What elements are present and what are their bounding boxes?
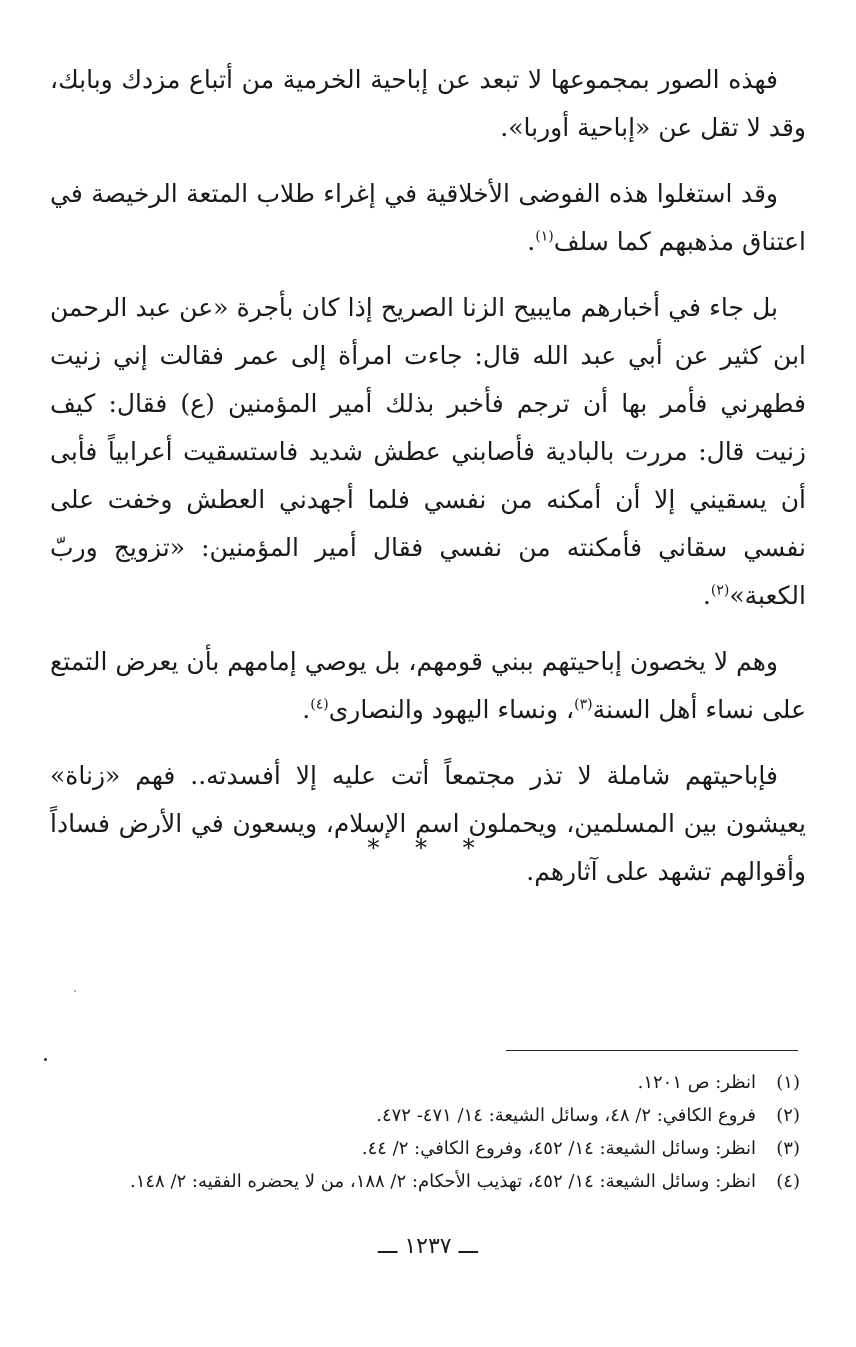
- paragraph-2-end: .: [527, 227, 536, 256]
- paragraph-4: [50, 638, 806, 734]
- footnote-4-number: (٤): [776, 1171, 800, 1192]
- footnote-1-text: انظر: ص ١٢٠١.: [637, 1072, 756, 1093]
- footnote-2-text: فروع الكافي: ٢/ ٤٨، وسائل الشيعة: ١٤/ ٤٧١- ٤٧٢.: [376, 1105, 756, 1126]
- footnote-divider: [506, 1050, 798, 1051]
- paragraph-5: [50, 752, 806, 896]
- footnote-3-text: انظر: وسائل الشيعة: ١٤/ ٤٥٢، وفروع الكافي: ٢/ ٤٤.: [361, 1138, 756, 1159]
- body-text: [50, 56, 806, 914]
- section-separator: * * *: [367, 834, 489, 862]
- paragraph-3-text: بل جاء في أخبارهم مايبيح الزنا الصريح إذا كان بأجرة «عن عبد الرحمن ابن كثير عن أبي عبد الله قال: جاءت امرأة إلى عمر فقالت إني زنيت فطهرني فأمر بها أن ترجم فأخبر بذلك أمير المؤمنين (ع) فقال: كيف زنيت قال: مررت بالبادية فأصابني عطش شديد فاستسقيت أعرابياً فأبى أن يسقيني إلا أن أمكنه من نفسي فلما أجهدني العطش وخفت على نفسي سقاني فأمكنته من نفسي فقال أمير المؤمنين: «تزويج وربّ الكعبة»: [50, 293, 806, 610]
- footnote-3-number: (٣): [776, 1138, 800, 1159]
- footnote-ref-4[interactable]: (٤): [310, 696, 329, 713]
- footnotes: [40, 1066, 800, 1198]
- paragraph-5-text: فإباحيتهم شاملة لا تذر مجتمعاً أتت عليه إلا أفسدته.. فهم «زناة» يعيشون بين المسلمين، ويحملون اسم الإسلام، ويسعون في الأرض فساداً وأقوالهم تشهد على آثارهم.: [50, 761, 806, 886]
- footnote-3: [40, 1132, 800, 1165]
- paragraph-4-text: وهم لا يخصون إباحيتهم ببني قومهم، بل يوصي إمامهم بأن يعرض التمتع على نساء أهل السنة: [50, 647, 806, 724]
- footnote-1: [40, 1066, 800, 1099]
- footnote-4: [40, 1165, 800, 1198]
- footnote-ref-2[interactable]: (٢): [710, 582, 730, 599]
- page-number: ـــ ١٢٣٧ ـــ: [378, 1234, 478, 1259]
- paragraph-3-end: .: [702, 581, 711, 610]
- footnote-4-text: انظر: وسائل الشيعة: ١٤/ ٤٥٢، تهذيب الأحكام: ٢/ ١٨٨، من لا يحضره الفقيه: ٢/ ١٤٨.: [129, 1171, 756, 1192]
- paragraph-1-text: فهذه الصور بمجموعها لا تبعد عن إباحية الخرمية من أتباع مزدك وبابك، وقد لا تقل عن «إباحية أوربا».: [50, 65, 806, 142]
- paragraph-1: [50, 56, 806, 152]
- footnote-2-number: (٢): [776, 1105, 800, 1126]
- paragraph-2: [50, 170, 806, 266]
- paragraph-4-end: .: [302, 695, 311, 724]
- paragraph-4-middle: ، ونساء اليهود والنصارى: [328, 695, 575, 724]
- paragraph-2-text: وقد استغلوا هذه الفوضى الأخلاقية في إغراء طلاب المتعة الرخيصة في اعتناق مذهبهم كما سلف: [50, 179, 806, 256]
- footnote-ref-3[interactable]: (٣): [574, 696, 593, 713]
- scan-speck: [74, 990, 76, 992]
- footnote-2: [40, 1099, 800, 1132]
- paragraph-3: [50, 284, 806, 620]
- footnote-ref-1[interactable]: (١): [535, 228, 554, 245]
- scan-speck: [44, 1058, 47, 1061]
- footnote-1-number: (١): [776, 1072, 800, 1093]
